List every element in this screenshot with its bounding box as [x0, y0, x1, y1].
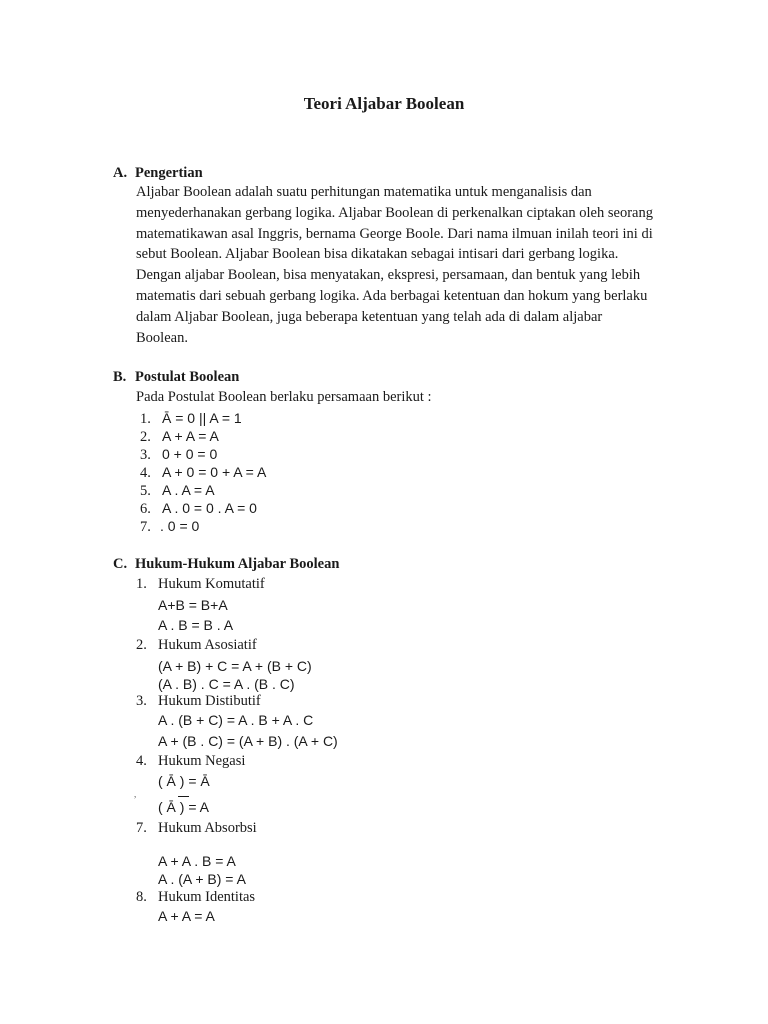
- section-c-heading: [113, 556, 339, 573]
- postulate-number: 3.: [140, 447, 151, 463]
- law-formula: A . (A + B) = A: [158, 871, 246, 887]
- law-formula: ( Ā ) = A: [158, 799, 209, 815]
- law-number: 7.: [136, 820, 147, 836]
- section-a-paragraph: [136, 182, 676, 348]
- law-formula: (A + B) + C = A + (B + C): [158, 658, 312, 674]
- postulate-equation: A . A = A: [162, 482, 215, 498]
- postulate-equation: A . 0 = 0 . A = 0: [162, 500, 257, 516]
- postulate-equation: A + A = A: [162, 428, 219, 444]
- postulate-item: [140, 500, 257, 518]
- section-b-title: Postulat Boolean: [135, 369, 240, 385]
- section-a-title: Pengertian: [135, 165, 203, 181]
- postulate-number: 1.: [140, 411, 151, 427]
- postulate-number: 5.: [140, 483, 151, 499]
- law-name: Hukum Distibutif: [158, 693, 261, 709]
- postulate-number: 6.: [140, 501, 151, 517]
- law-number: 3.: [136, 693, 147, 709]
- law-formula: (A . B) . C = A . (B . C): [158, 676, 295, 692]
- paragraph-line: dalam Aljabar Boolean, juga beberapa ketentuan yang telah ada di dalam aljabar: [136, 308, 603, 325]
- section-c-title: Hukum-Hukum Aljabar Boolean: [135, 556, 340, 572]
- law-name: Hukum Komutatif: [158, 576, 265, 592]
- law-formula: A + A = A: [158, 908, 215, 924]
- section-b-heading: [113, 369, 239, 386]
- law-formula: ( Ā ) = Ā: [158, 773, 210, 789]
- paragraph-line: Boolean.: [136, 329, 188, 346]
- section-b-intro: Pada Postulat Boolean berlaku persamaan berikut :: [136, 389, 432, 405]
- law-name: Hukum Negasi: [158, 753, 246, 769]
- paragraph-line: menyederhanakan gerbang logika. Aljabar Boolean di perkenalkan ciptakan oleh seorang: [136, 204, 653, 221]
- postulate-item: [140, 410, 242, 428]
- postulate-number: 7.: [140, 519, 151, 535]
- law-formula: A . B = B . A: [158, 617, 234, 633]
- section-a-letter: A.: [113, 165, 128, 181]
- negation-bar: [178, 796, 189, 797]
- section-c-letter: C.: [113, 556, 128, 572]
- law-name: Hukum Identitas: [158, 889, 256, 905]
- postulate-item: [140, 518, 199, 536]
- section-a-heading: [113, 165, 203, 182]
- law-number: 8.: [136, 889, 147, 905]
- postulate-item: [140, 464, 266, 482]
- stray-mark: ,: [134, 789, 137, 799]
- law-formula: A . (B + C) = A . B + A . C: [158, 712, 314, 728]
- law-formula: A + A . B = A: [158, 853, 236, 869]
- paragraph-line: matematis dari sebuah gerbang logika. Ada berbagai ketentuan dan hokum yang berlaku: [136, 287, 648, 304]
- paragraph-line: sebut Boolean. Aljabar Boolean bisa dikatakan sebagai intisari dari gerbang logika.: [136, 246, 619, 263]
- postulate-item: [140, 482, 215, 500]
- paragraph-line: Dengan aljabar Boolean, bisa menyatakan, ekspresi, persamaan, dan bentuk yang lebih: [136, 267, 641, 284]
- paragraph-line: Aljabar Boolean adalah suatu perhitungan matematika untuk menganalisis dan: [136, 184, 592, 200]
- law-name: Hukum Asosiatif: [158, 637, 257, 653]
- postulate-item: [140, 446, 217, 464]
- postulate-equation: A + 0 = 0 + A = A: [162, 464, 267, 480]
- postulate-number: 2.: [140, 429, 151, 445]
- postulate-equation: Ā = 0 || A = 1: [162, 410, 242, 426]
- law-formula: A + (B . C) = (A + B) . (A + C): [158, 733, 338, 749]
- postulate-equation: . 0 = 0: [160, 518, 200, 534]
- document-title: Teori Aljabar Boolean: [303, 94, 465, 113]
- section-b-letter: B.: [113, 369, 127, 385]
- law-name: Hukum Absorbsi: [158, 820, 257, 836]
- law-formula: A+B = B+A: [158, 597, 228, 613]
- law-number: 1.: [136, 576, 147, 592]
- postulate-number: 4.: [140, 465, 151, 481]
- law-number: 4.: [136, 753, 147, 769]
- law-number: 2.: [136, 637, 147, 653]
- postulate-item: [140, 428, 219, 446]
- paragraph-line: matematikawan asal Inggris, bernama George Boole. Dari nama ilmuan inilah teori ini di: [136, 225, 653, 242]
- postulate-equation: 0 + 0 = 0: [162, 446, 218, 462]
